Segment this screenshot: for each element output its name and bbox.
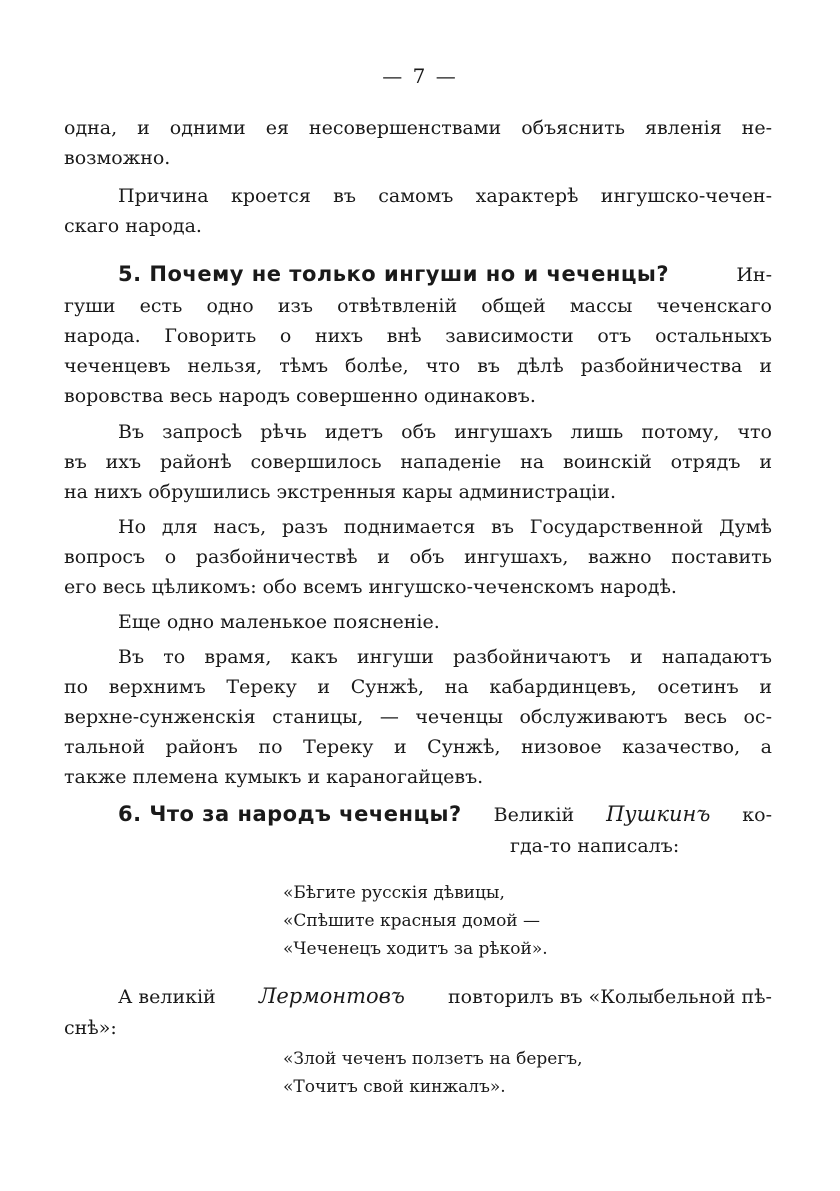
verse-2-line-1: «Злой чеченъ ползетъ на берегъ, — [283, 1049, 583, 1069]
section-6-text-b: ко- — [742, 804, 772, 826]
section-5-line-4: чеченцевъ нельзя, тѣмъ болѣе, что въ дѣлѣ разбойничества и — [64, 355, 772, 377]
page-number: — 7 — — [382, 64, 458, 88]
paragraph-7-line-4: тальной районъ по Тереку и Сунжѣ, низовое казачество, а — [64, 736, 772, 758]
paragraph-1-line-2: возможно. — [64, 147, 171, 169]
paragraph-4-line-1: Въ запросѣ рѣчь идетъ объ ингушахъ лишь потому, что — [118, 421, 772, 443]
paragraph-7-line-1: Въ то врамя, какъ ингуши разбойничаютъ и нападаютъ — [118, 646, 772, 668]
paragraph-9-line-1 — [118, 984, 772, 1009]
author-lermontov: Лермонтовъ — [258, 984, 405, 1008]
paragraph-2-line-2: скаго народа. — [64, 215, 202, 237]
section-6-heading: 6. Что за народъ чеченцы? — [118, 802, 462, 826]
paragraph-1-line-1: одна, и одними ея несовершенствами объяснить явленія не- — [64, 117, 772, 139]
section-5-line-5: воровства весь народъ совершенно одинаковъ. — [64, 385, 536, 407]
paragraph-9-text-b: повторилъ въ «Колыбельной пѣ- — [447, 986, 772, 1008]
verse-2-line-2: «Точитъ свой кинжалъ». — [283, 1077, 506, 1097]
section-5-heading: 5. Почему не только ингуши но и чеченцы? — [118, 262, 670, 286]
verse-1-line-1: «Бѣгите русскія дѣвицы, — [283, 883, 505, 903]
verse-1-line-3: «Чеченецъ ходитъ за рѣкой». — [283, 939, 548, 959]
paragraph-5-line-1: Но для насъ, разъ поднимается въ Государственной Думѣ — [118, 516, 772, 538]
paragraph-9-line-2: снѣ»: — [64, 1017, 117, 1039]
paragraph-7-line-5: также племена кумыкъ и караногайцевъ. — [64, 766, 484, 788]
verse-1-line-2: «Спѣшите красныя домой — — [283, 911, 541, 931]
paragraph-4-line-2: въ ихъ районѣ совершилось нападеніе на воинскій отрядъ и — [64, 451, 772, 473]
paragraph-7-line-2: по верхнимъ Тереку и Сунжѣ, на кабардинцевъ, осетинъ и — [64, 676, 772, 698]
author-pushkin: Пушкинъ — [606, 802, 711, 826]
section-6-line-1 — [118, 802, 772, 827]
section-6-text-a: Великій — [493, 804, 575, 826]
section-6-line-2: гда-то написалъ: — [510, 835, 680, 857]
paragraph-2-line-1: Причина кроется въ самомъ характерѣ ингушско-чечен- — [118, 185, 772, 207]
paragraph-5-line-2: вопросъ о разбойничествѣ и объ ингушахъ, важно поставить — [64, 546, 772, 568]
paragraph-7-line-3: верхне-сунженскія станицы, — чеченцы обслуживаютъ весь ос- — [64, 706, 772, 728]
paragraph-6-line-1: Еще одно маленькое поясненіе. — [118, 611, 440, 633]
paragraph-9-text-a: А великій — [118, 986, 216, 1008]
section-5-line-3: народа. Говорить о нихъ внѣ зависимости отъ остальныхъ — [64, 325, 772, 347]
section-5-line-2: гуши есть одно изъ отвѣтвленій общей массы чеченскаго — [64, 295, 772, 317]
section-5-line-1 — [118, 262, 772, 287]
paragraph-5-line-3: его весь цѣликомъ: обо всемъ ингушско-чеченскомъ народѣ. — [64, 576, 677, 598]
section-5-line-1-tail: Ин- — [736, 264, 772, 286]
paragraph-4-line-3: на нихъ обрушились экстренныя кары администраціи. — [64, 481, 617, 503]
